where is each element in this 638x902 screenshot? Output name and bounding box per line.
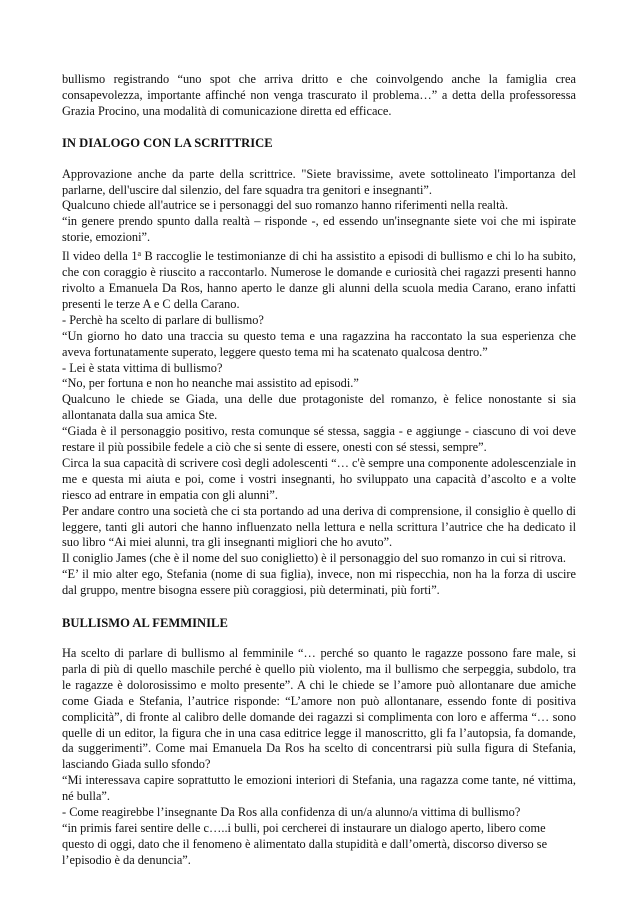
paragraph: “Giada è il personaggio positivo, resta comunque sé stessa, saggia - e aggiunge - ciascuno di voi deve restare il più possibile fedele a ciò che si sente di essere, onesti con sé stessi, sempre”. (62, 424, 576, 455)
paragraph: “E’ il mio alter ego, Stefania (nome di sua figlia), invece, non mi rispecchia, non ha la forza di uscire dal gruppo, mentre bisogna essere più coraggiosi, più determinati, più forti”. (62, 567, 576, 598)
intro-paragraph: bullismo registrando “uno spot che arriva dritto e che coinvolgendo anche la famiglia crea consapevolezza, importante affinché non venga trascurato il problema…” a detta della professoressa Grazia Procino, una modalità di comunicazione diretta ed efficace. (62, 72, 576, 118)
paragraph: Ha scelto di parlare di bullismo al femminile “… perché so quanto le ragazze possono fare male, si parla di più di quello maschile perché è quello più violento, ma il bullismo che serpeggia, subdolo, tra le ragazze è dolorosissimo e molto presente”. A chi le chiede se l’amore può allontanare due amiche come Giada e Stefania, l’autrice risponde: “L’amore non può allontanare, essendo fonte di positiva complicità”, di fronte al calibro delle domande dei ragazzi si complimenta con loro e afferma “… sono quelle di un editor, la figura che in una casa editrice legge il manoscritto, gli fa l’autopsia, fa domande, da suggerimenti”. Come mai Emanuela Da Ros ha scelto di concentrarsi più sulla figura di Stefania, lasciando Giada sullo sfondo? (62, 646, 576, 772)
paragraph: - Perchè ha scelto di parlare di bullismo? (62, 312, 264, 327)
paragraph: Il coniglio James (che è il nome del suo coniglietto) è il personaggio del suo romanzo in cui si ritrova. (62, 551, 566, 566)
paragraph: - Come reagirebbe l’insegnante Da Ros alla confidenza di un/a alunno/a vittima di bullismo? (62, 805, 521, 820)
video-paragraph-rest: B raccoglie le testimonianze di chi ha assistito a episodi di bullismo e chi lo ha subito, che con coraggio è riuscito a raccontarlo. Numerose le domande e curiosità chei ragazzi presenti hanno rivolto a Emanuela Da Ros, hanno aperto le danze gli alunni della scuola media Carano, erano infatti presenti le terze A e C della Carano. (62, 249, 576, 311)
section-heading-bullismo-femminile: BULLISMO AL FEMMINILE (62, 615, 228, 630)
paragraph: Qualcuno le chiede se Giada, una delle due protagoniste del romanzo, è felice nonostante si sia allontanata dalla sua amica Ste. (62, 392, 576, 423)
document-page (62, 72, 576, 869)
paragraph: “Mi interessava capire soprattutto le emozioni interiori di Stefania, una ragazza come tante, né vittima, né bulla”. (62, 773, 576, 804)
video-paragraph-start: Il video della 1 (62, 249, 138, 264)
paragraph: “Un giorno ho dato una traccia su questo tema e una ragazzina ha raccontato la sua esperienza che aveva fortunatamente superato, leggere questo tema mi ha scatenato qualcosa dentro.” (62, 328, 576, 359)
class-ordinal-superscript: a (137, 249, 142, 259)
paragraph: - Lei è stata vittima di bullismo? (62, 360, 223, 375)
paragraph: Circa la sua capacità di scrivere così degli adolescenti “… c'è sempre una componente adolescenziale in me e questa mi aiuta e poi, come i vostri insegnanti, ho sviluppato una capacità d’ascolto e a volte riesco ad entrare in empatia con gli alunni”. (62, 455, 576, 502)
video-paragraph (62, 246, 576, 313)
section-heading-dialogo: IN DIALOGO CON LA SCRITTRICE (62, 136, 273, 151)
paragraph: “in primis farei sentire delle c…..i bulli, poi cercherei di instaurare un dialogo aperto, libero come questo di oggi, dato che il fenomeno è alimentato dalla stupidità e dall’omertà, discorso diverso se l’episodio è da denuncia”. (62, 820, 548, 867)
paragraph: Approvazione anche da parte della scrittrice. "Siete bravissime, avete sottolineato l'importanza del parlarne, dell'uscire dal silenzio, del fare squadra tra genitori e insegnanti”. (62, 166, 576, 197)
paragraph: Per andare contro una società che ci sta portando ad una deriva di comprensione, il consiglio è quello di leggere, tanti gli autori che hanno influenzato nella lettura e nella scrittura l’autrice che ha dedicato il suo libro “Ai miei alunni, tra gli insegnanti migliori che ho avuto”. (62, 503, 576, 550)
paragraph: “in genere prendo spunto dalla realtà – risponde -, ed essendo un'insegnante siete voi che mi ispirate storie, emozioni”. (62, 214, 576, 245)
paragraph: Qualcuno chiede all'autrice se i personaggi del suo romanzo hanno riferimenti nella realtà. (62, 198, 509, 213)
paragraph: “No, per fortuna e non ho neanche mai assistito ad episodi.” (62, 376, 359, 391)
